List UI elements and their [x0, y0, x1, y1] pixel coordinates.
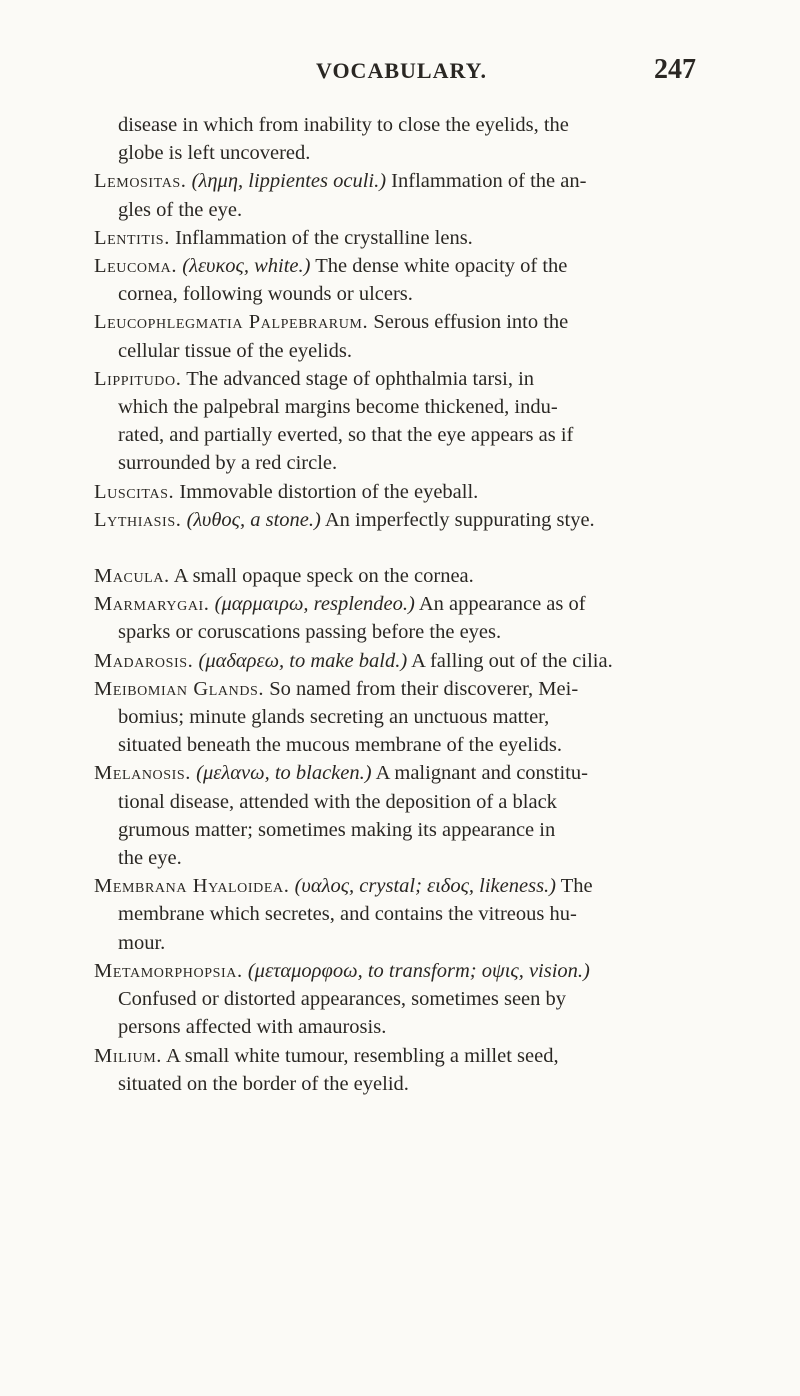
entry-text: The [560, 875, 593, 898]
entry-text: situated on the border of the eyelid. [118, 1072, 409, 1095]
entry-line [94, 816, 716, 844]
entry-line [94, 985, 716, 1013]
entry-text: situated beneath the mucous membrane of the eyelids. [118, 734, 563, 757]
entry-line [94, 618, 716, 646]
entry-text: surrounded by a red circle. [118, 452, 338, 475]
entry-line [94, 731, 716, 759]
entry-text: An imperfectly suppurating stye. [324, 508, 595, 531]
vocabulary-entry [94, 647, 716, 675]
entry-text: sparks or coruscations passing before the eyes. [118, 621, 502, 644]
entry-line [94, 675, 716, 703]
entry-line [94, 449, 716, 477]
vocabulary-entry [94, 957, 716, 1042]
entry-etymology: (λευκος, white.) [182, 255, 311, 278]
vocabulary-entry [94, 872, 716, 957]
entry-etymology: (μεταμορφοω, to transform; οψις, vision.) [247, 959, 590, 982]
entry-term: Leucoma. [94, 255, 178, 278]
page-header [0, 56, 800, 92]
entry-line [94, 224, 716, 252]
entry-line [94, 337, 716, 365]
entry-line [94, 365, 716, 393]
running-head: VOCABULARY. [316, 58, 487, 83]
entry-line [94, 308, 716, 336]
entry-text: which the palpebral margins become thickened, indu- [118, 396, 558, 419]
vocabulary-entry [94, 590, 716, 646]
entry-text: A small white tumour, resembling a millet seed, [166, 1044, 559, 1067]
section-gap [94, 534, 716, 562]
entry-line [94, 872, 716, 900]
entry-line [94, 139, 716, 167]
entry-line [94, 703, 716, 731]
entry-text: grumous matter; sometimes making its appearance in [118, 818, 556, 841]
entry-line [94, 421, 716, 449]
entry-line [94, 478, 716, 506]
vocabulary-entry [94, 365, 716, 478]
entry-term: Lemositas. [94, 170, 187, 193]
entry-line [94, 1013, 716, 1041]
entry-line [94, 252, 716, 280]
entry-term: Madarosis. [94, 649, 194, 672]
entry-text: A small opaque speck on the cornea. [173, 565, 474, 588]
entry-text: The advanced stage of ophthalmia tarsi, in [186, 367, 535, 390]
vocabulary-entry [94, 675, 716, 760]
entry-line [94, 562, 716, 590]
entry-text: cellular tissue of the eyelids. [118, 339, 352, 362]
entry-line [94, 759, 716, 787]
page-number: 247 [654, 54, 696, 85]
entry-text: A falling out of the cilia. [411, 649, 613, 672]
entry-text: mour. [118, 931, 166, 954]
entry-text: membrane which secretes, and contains the vitreous hu- [118, 903, 577, 926]
entry-text: Immovable distortion of the eyeball. [179, 480, 479, 503]
entry-term: Luscitas. [94, 480, 175, 503]
entry-text: Inflammation of the an- [391, 170, 587, 193]
entry-line [94, 280, 716, 308]
entry-line [94, 506, 716, 534]
entry-text: The dense white opacity of the [315, 255, 568, 278]
entry-text: Serous effusion into the [373, 311, 569, 334]
entry-line [94, 929, 716, 957]
entry-line [94, 196, 716, 224]
entry-term: Membrana Hyaloidea. [94, 875, 290, 898]
vocabulary-entries [94, 111, 716, 1098]
vocabulary-entry [94, 167, 716, 223]
entry-line [94, 1070, 716, 1098]
vocabulary-entry [94, 224, 716, 252]
entry-line [94, 111, 716, 139]
vocabulary-entry [94, 478, 716, 506]
entry-line [94, 393, 716, 421]
entry-line [94, 1042, 716, 1070]
entry-etymology: (μαρμαιρω, resplendeo.) [214, 593, 415, 616]
entry-etymology: (λημη, lippientes oculi.) [191, 170, 387, 193]
entry-text: A malignant and constitu- [375, 762, 588, 785]
vocabulary-entry [94, 562, 716, 590]
vocabulary-entry [94, 1042, 716, 1098]
entry-line [94, 647, 716, 675]
entry-text: globe is left uncovered. [118, 142, 311, 165]
entry-term: Metamorphopsia. [94, 959, 243, 982]
entry-line [94, 957, 716, 985]
entry-term: Meibomian Glands. [94, 677, 265, 700]
entry-text: rated, and partially everted, so that the eye appears as if [118, 424, 574, 447]
entry-text: Inflammation of the crystalline lens. [175, 226, 473, 249]
vocabulary-entry [94, 506, 716, 534]
entry-etymology: (μαδαρεω, to make bald.) [198, 649, 408, 672]
entry-term: Leucophlegmatia Palpebrarum. [94, 311, 369, 334]
entry-text: cornea, following wounds or ulcers. [118, 283, 413, 306]
entry-line [94, 167, 716, 195]
entry-line [94, 788, 716, 816]
vocabulary-entry [94, 252, 716, 308]
entry-term: Marmarygai. [94, 593, 210, 616]
entry-term: Melanosis. [94, 762, 192, 785]
entry-text: disease in which from inability to close the eyelids, the [118, 114, 569, 136]
vocabulary-entry [94, 111, 716, 167]
entry-line [94, 900, 716, 928]
entry-etymology: (λυθος, a stone.) [186, 508, 321, 531]
entry-text: So named from their discoverer, Mei- [269, 677, 579, 700]
vocabulary-entry [94, 308, 716, 364]
entry-text: tional disease, attended with the deposition of a black [118, 790, 557, 813]
entry-line [94, 590, 716, 618]
entry-term: Lippitudo. [94, 367, 182, 390]
entry-term: Lythiasis. [94, 508, 182, 531]
entry-term: Milium. [94, 1044, 162, 1067]
entry-etymology: (μελανω, to blacken.) [196, 762, 372, 785]
entry-text: persons affected with amaurosis. [118, 1016, 387, 1039]
entry-line [94, 844, 716, 872]
entry-text: bomius; minute glands secreting an unctuous matter, [118, 706, 550, 729]
entry-text: gles of the eye. [118, 198, 243, 221]
entry-text: the eye. [118, 847, 182, 870]
entry-etymology: (υαλος, crystal; ειδος, likeness.) [294, 875, 556, 898]
entry-term: Lentitis. [94, 226, 170, 249]
vocabulary-entry [94, 759, 716, 872]
entry-text: Confused or distorted appearances, sometimes seen by [118, 988, 567, 1011]
entry-term: Macula. [94, 565, 170, 588]
entry-text: An appearance as of [418, 593, 586, 616]
